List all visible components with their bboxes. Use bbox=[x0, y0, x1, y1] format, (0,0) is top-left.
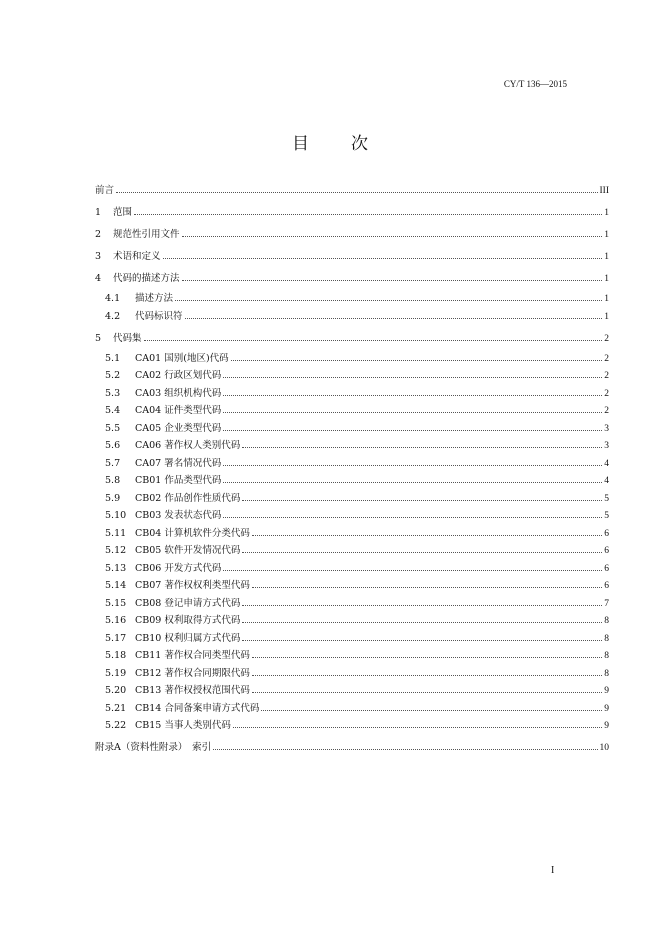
toc-leader-dots bbox=[223, 570, 602, 571]
toc-entry-label bbox=[95, 595, 240, 609]
toc-entry-number: 5.11 bbox=[105, 527, 127, 539]
toc-entry[interactable] bbox=[95, 472, 609, 486]
toc-entry-title: 代码标识符 bbox=[135, 310, 183, 322]
toc-entry[interactable] bbox=[95, 647, 609, 661]
toc-entry-title: CB05 软件开发情况代码 bbox=[135, 545, 241, 556]
toc-entry-number: 5.14 bbox=[105, 580, 127, 591]
toc-leader-dots bbox=[252, 692, 602, 693]
toc-entry[interactable] bbox=[95, 270, 609, 284]
toc-entry-title: 代码集 bbox=[113, 332, 142, 344]
page-title bbox=[0, 129, 662, 154]
toc-entry-page: 9 bbox=[604, 721, 609, 731]
toc-leader-dots bbox=[231, 360, 603, 361]
toc-leader-dots bbox=[223, 517, 602, 518]
toc-entry-title: CB07 著作权权利类型代码 bbox=[135, 580, 250, 591]
toc-entry-title: CA05 企业类型代码 bbox=[135, 422, 222, 434]
toc-entry-title: CB06 开发方式代码 bbox=[135, 562, 222, 574]
toc-leader-dots bbox=[242, 500, 602, 501]
toc-entry-title: CB15 当事人类别代码 bbox=[135, 720, 231, 731]
toc-entry-title: CA03 组织机构代码 bbox=[135, 387, 222, 399]
toc-entry-page: III bbox=[599, 186, 609, 196]
toc-entry-label bbox=[95, 330, 142, 344]
toc-entry-page: 5 bbox=[604, 511, 609, 521]
toc-entry-title: CA02 行政区划代码 bbox=[135, 370, 222, 381]
toc-entry-label bbox=[95, 437, 240, 451]
toc-entry-title: CB09 权利取得方式代码 bbox=[135, 615, 241, 626]
toc-leader-dots bbox=[242, 552, 602, 553]
toc-entry-title: 代码的描述方法 bbox=[113, 273, 180, 284]
toc-entry-number: 5 bbox=[95, 332, 102, 344]
toc-entry-title: CA01 国别(地区)代码 bbox=[135, 352, 229, 364]
toc-entry-number: 1 bbox=[95, 207, 102, 218]
toc-entry[interactable] bbox=[95, 402, 609, 416]
toc-entry-title: CB13 著作权授权范围代码 bbox=[135, 685, 250, 696]
toc-entry[interactable] bbox=[95, 290, 609, 304]
toc-entry-label bbox=[95, 739, 211, 753]
toc-entry[interactable] bbox=[95, 330, 609, 344]
toc-entry-label bbox=[95, 682, 250, 696]
toc-entry[interactable] bbox=[95, 525, 609, 539]
toc-entry[interactable] bbox=[95, 577, 609, 591]
toc-entry-title: CB11 著作权合同类型代码 bbox=[135, 650, 250, 661]
toc-entry-label bbox=[95, 612, 240, 626]
toc-entry-page: 2 bbox=[604, 353, 609, 364]
toc-entry-number: 5.18 bbox=[105, 650, 127, 661]
toc-entry-label bbox=[95, 542, 240, 556]
toc-entry-page: 8 bbox=[604, 651, 609, 661]
toc-leader-dots bbox=[242, 605, 602, 606]
toc-entry-number: 2 bbox=[95, 229, 102, 240]
toc-entry-number: 5.5 bbox=[105, 422, 121, 434]
toc-entry-title: CB04 计算机软件分类代码 bbox=[135, 527, 250, 539]
toc-entry-title: 附录A（资料性附录） 索引 bbox=[95, 742, 212, 753]
toc-entry-page: 5 bbox=[604, 493, 609, 504]
toc-entry-number: 3 bbox=[95, 251, 102, 262]
toc-entry[interactable] bbox=[95, 507, 609, 521]
toc-entry-label bbox=[95, 290, 173, 304]
toc-entry-page: 8 bbox=[604, 633, 609, 644]
toc-entry-label bbox=[95, 226, 180, 240]
toc-entry-page: 9 bbox=[604, 703, 609, 714]
toc-entry-page: 9 bbox=[604, 686, 609, 696]
toc-entry[interactable] bbox=[95, 455, 609, 469]
toc-entry-number: 5.6 bbox=[105, 440, 121, 451]
toc-entry-label bbox=[95, 402, 221, 416]
toc-entry[interactable] bbox=[95, 717, 609, 731]
toc-entry-page: 2 bbox=[604, 333, 609, 344]
toc-entry-title: CA04 证件类型代码 bbox=[135, 405, 222, 416]
toc-leader-dots bbox=[252, 587, 602, 588]
toc-entry-label bbox=[95, 665, 250, 679]
toc-entry-label bbox=[95, 647, 250, 661]
toc-entry-page: 6 bbox=[604, 563, 609, 574]
toc-entry-title: CB10 权利归属方式代码 bbox=[135, 632, 241, 644]
toc-entry-number: 5.19 bbox=[105, 667, 127, 679]
toc-entry-title: CB08 登记申请方式代码 bbox=[135, 597, 241, 609]
toc-entry-number: 5.13 bbox=[105, 562, 127, 574]
toc-leader-dots bbox=[252, 535, 602, 536]
toc-entry-label bbox=[95, 455, 221, 469]
toc-leader-dots bbox=[242, 447, 602, 448]
toc-entry-label bbox=[95, 182, 114, 196]
toc-entry-number: 4 bbox=[95, 273, 102, 284]
toc-entry-title: CB14 合同备案申请方式代码 bbox=[135, 702, 260, 714]
toc-entry[interactable] bbox=[95, 665, 609, 679]
toc-entry-title: CB03 发表状态代码 bbox=[135, 510, 222, 521]
toc-entry-page: 6 bbox=[604, 581, 609, 591]
toc-entry-label bbox=[95, 420, 221, 434]
toc-entry-number: 5.17 bbox=[105, 632, 127, 644]
toc-leader-dots bbox=[182, 280, 603, 281]
toc-entry-label bbox=[95, 577, 250, 591]
toc-entry-title: 术语和定义 bbox=[113, 251, 161, 262]
toc-entry-number: 5.10 bbox=[105, 510, 127, 521]
toc-entry-number: 5.21 bbox=[105, 702, 127, 714]
toc-entry[interactable] bbox=[95, 542, 609, 556]
toc-entry[interactable] bbox=[95, 226, 609, 240]
toc-entry-page: 8 bbox=[604, 668, 609, 679]
toc-entry[interactable] bbox=[95, 682, 609, 696]
toc-leader-dots bbox=[116, 192, 597, 193]
toc-entry-title: 描述方法 bbox=[135, 293, 174, 304]
toc-entry-title: CA07 署名情况代码 bbox=[135, 457, 222, 469]
toc-leader-dots bbox=[252, 675, 602, 676]
toc-entry-page: 3 bbox=[604, 441, 609, 451]
toc-leader-dots bbox=[175, 300, 602, 301]
toc-entry-label bbox=[95, 560, 221, 574]
title-char-2: 次 bbox=[351, 134, 370, 154]
toc-entry-page: 10 bbox=[599, 743, 609, 753]
toc-entry-page: 1 bbox=[604, 274, 609, 284]
toc-entry-number: 5.20 bbox=[105, 685, 127, 696]
toc-entry-number: 5.2 bbox=[105, 370, 121, 381]
toc-leader-dots bbox=[144, 340, 603, 341]
toc-entry-number: 4.2 bbox=[105, 310, 121, 322]
toc-entry[interactable] bbox=[95, 182, 609, 196]
toc-entry-label bbox=[95, 248, 161, 262]
toc-entry-label bbox=[95, 367, 221, 381]
toc-entry[interactable] bbox=[95, 739, 609, 753]
toc-leader-dots bbox=[233, 727, 602, 728]
toc-entry-number: 5.12 bbox=[105, 545, 127, 556]
toc-entry-number: 5.22 bbox=[105, 720, 127, 731]
toc-entry-page: 1 bbox=[604, 311, 609, 322]
toc-entry-page: 1 bbox=[604, 208, 609, 218]
toc-leader-dots bbox=[134, 214, 602, 215]
toc-leader-dots bbox=[252, 657, 602, 658]
toc-entry[interactable] bbox=[95, 437, 609, 451]
toc-entry-label bbox=[95, 472, 221, 486]
toc-entry-page: 1 bbox=[604, 294, 609, 304]
toc-entry-label bbox=[95, 350, 229, 364]
toc-entry-title: 前言 bbox=[95, 185, 115, 196]
toc-entry-page: 2 bbox=[604, 371, 609, 381]
toc-entry[interactable] bbox=[95, 350, 609, 364]
toc-entry-label bbox=[95, 204, 132, 218]
toc-entry-number: 5.9 bbox=[105, 492, 121, 504]
toc-leader-dots bbox=[223, 377, 602, 378]
toc-leader-dots bbox=[242, 640, 602, 641]
toc-leader-dots bbox=[223, 412, 602, 413]
toc-entry-label bbox=[95, 525, 250, 539]
toc-entry-number: 5.1 bbox=[105, 352, 121, 364]
toc-entry-label bbox=[95, 385, 221, 399]
toc-leader-dots bbox=[223, 395, 602, 396]
toc-entry[interactable] bbox=[95, 420, 609, 434]
toc-entry-label bbox=[95, 507, 221, 521]
toc-entry-number: 5.3 bbox=[105, 387, 121, 399]
toc-entry-label bbox=[95, 308, 183, 322]
toc-entry-title: CB02 作品创作性质代码 bbox=[135, 492, 241, 504]
toc-leader-dots bbox=[223, 482, 602, 483]
toc-entry[interactable] bbox=[95, 367, 609, 381]
standard-code: CY/T 136—2015 bbox=[503, 79, 567, 89]
toc-entry[interactable] bbox=[95, 385, 609, 399]
toc-entry-number: 5.7 bbox=[105, 457, 121, 469]
toc-entry-label bbox=[95, 630, 240, 644]
toc-entry-page: 8 bbox=[604, 616, 609, 626]
toc-leader-dots bbox=[185, 318, 603, 319]
toc-entry-number: 5.4 bbox=[105, 405, 121, 416]
toc-leader-dots bbox=[163, 258, 603, 259]
toc-entry-number: 5.8 bbox=[105, 475, 121, 486]
toc-entry-page: 1 bbox=[604, 252, 609, 262]
toc-entry-label bbox=[95, 270, 180, 284]
toc-leader-dots bbox=[223, 430, 602, 431]
toc-entry[interactable] bbox=[95, 700, 609, 714]
toc-leader-dots bbox=[242, 622, 602, 623]
toc-entry-page: 1 bbox=[604, 230, 609, 240]
toc-entry-page: 4 bbox=[604, 458, 609, 469]
toc-entry-page: 2 bbox=[604, 388, 609, 399]
toc-entry[interactable] bbox=[95, 630, 609, 644]
toc-entry-page: 2 bbox=[604, 406, 609, 416]
title-char-1: 目 bbox=[292, 134, 311, 154]
toc-leader-dots bbox=[261, 710, 602, 711]
toc-entry-number: 4.1 bbox=[105, 293, 121, 304]
toc-entry[interactable] bbox=[95, 612, 609, 626]
toc-entry-page: 6 bbox=[604, 528, 609, 539]
toc-entry[interactable] bbox=[95, 308, 609, 322]
toc-entry-title: CA06 著作权人类别代码 bbox=[135, 440, 241, 451]
toc-entry[interactable] bbox=[95, 560, 609, 574]
toc-entry-title: CB01 作品类型代码 bbox=[135, 475, 222, 486]
toc-entry-title: 规范性引用文件 bbox=[113, 229, 180, 240]
toc-entry-page: 6 bbox=[604, 546, 609, 556]
toc-entry-number: 5.16 bbox=[105, 615, 127, 626]
toc-entry-label bbox=[95, 700, 259, 714]
toc-entry-label bbox=[95, 490, 240, 504]
toc-leader-dots bbox=[223, 465, 602, 466]
toc-entry[interactable] bbox=[95, 595, 609, 609]
page-number: I bbox=[551, 865, 555, 876]
toc-entry[interactable] bbox=[95, 248, 609, 262]
toc-entry[interactable] bbox=[95, 490, 609, 504]
toc-entry-page: 7 bbox=[604, 598, 609, 609]
toc-entry[interactable] bbox=[95, 204, 609, 218]
toc-leader-dots bbox=[182, 236, 603, 237]
toc-entry-title: CB12 著作权合同期限代码 bbox=[135, 667, 250, 679]
toc-entry-title: 范围 bbox=[113, 207, 133, 218]
toc-entry-label bbox=[95, 717, 231, 731]
toc-entry-page: 3 bbox=[604, 423, 609, 434]
toc-entry-number: 5.15 bbox=[105, 597, 127, 609]
toc-entry-page: 4 bbox=[604, 476, 609, 486]
toc-leader-dots bbox=[213, 749, 597, 750]
